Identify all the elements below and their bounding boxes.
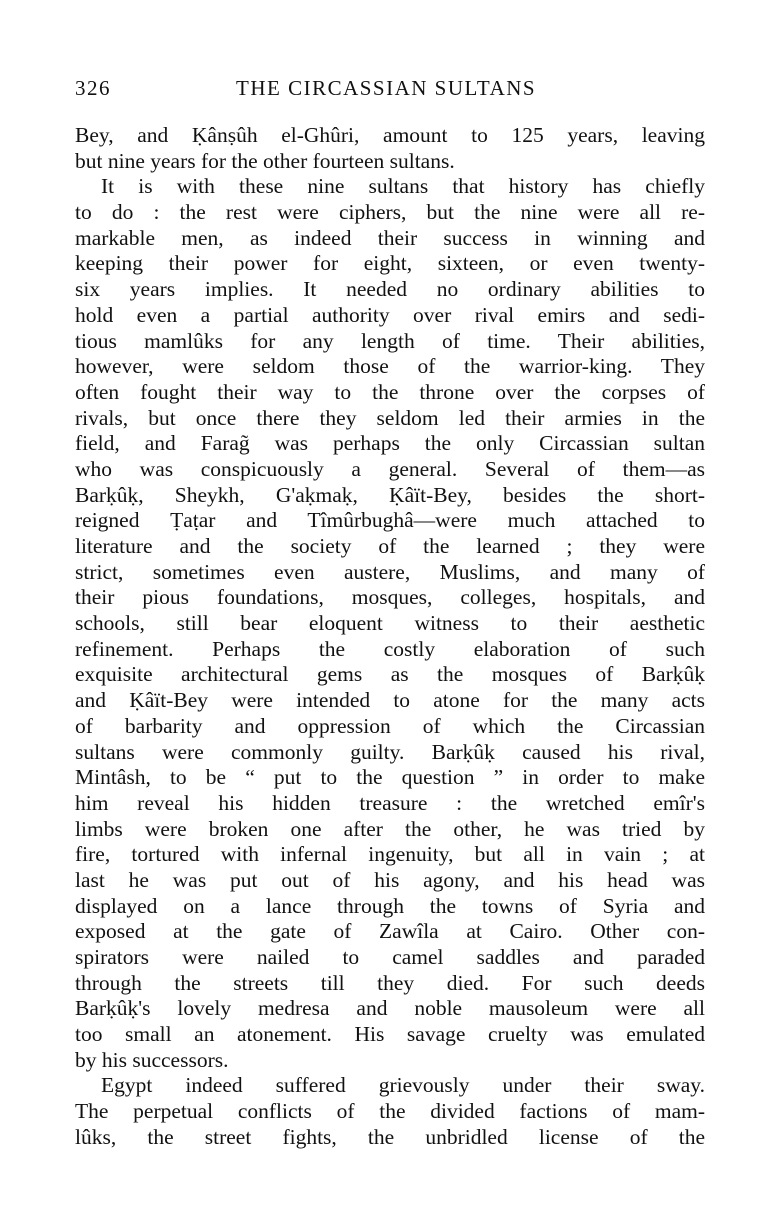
- text-line: rivals, but once there they seldom led their armies in the: [75, 405, 705, 430]
- text-line: displayed on a lance through the towns of Syria and: [75, 893, 705, 918]
- running-head: [75, 76, 705, 106]
- text-line: often fought their way to the throne over the corpses of: [75, 379, 705, 404]
- text-line: fire, tortured with infernal ingenuity, but all in vain ; at: [75, 842, 705, 867]
- text-line: Mintâsh, to be “ put to the question ” in order to make: [75, 765, 705, 790]
- text-line: refinement. Perhaps the costly elaboration of such: [75, 636, 705, 661]
- running-title: THE CIRCASSIAN SULTANS: [236, 76, 537, 100]
- text-line: through the streets till they died. For such deeds: [75, 970, 705, 995]
- text-line: strict, sometimes even austere, Muslims, and many of: [75, 559, 705, 584]
- text-line: literature and the society of the learned ; they were: [75, 534, 705, 558]
- text-line: The perpetual conflicts of the divided factions of mam-: [75, 1099, 705, 1124]
- text-line: exposed at the gate of Zawîla at Cairo. Other con-: [75, 919, 705, 944]
- text-line: last he was put out of his agony, and his head was: [75, 867, 705, 892]
- text-line: Barḳûḳ, Sheykh, G'aḳmaḳ, Ḳâït-Bey, besides the short-: [75, 482, 705, 507]
- text-line: It is with these nine sultans that history has chiefly: [101, 174, 705, 199]
- text-line: who was conspicuously a general. Several of them—as: [75, 456, 705, 481]
- body-text: [75, 123, 705, 1151]
- text-line: by his successors.: [75, 1047, 229, 1072]
- text-line: however, were seldom those of the warrior-king. They: [75, 354, 705, 379]
- text-line: to do : the rest were ciphers, but the nine were all re-: [75, 200, 705, 225]
- text-line: sultans were commonly guilty. Barḳûḳ caused his rival,: [75, 739, 705, 764]
- text-line: markable men, as indeed their success in winning and: [75, 225, 705, 250]
- text-line: Egypt indeed suffered grievously under their sway.: [101, 1073, 705, 1098]
- text-line: reigned Ṭaṭar and Tîmûrbughâ—were much attached to: [75, 508, 705, 533]
- text-line: Barḳûḳ's lovely medresa and noble mausoleum were all: [75, 996, 705, 1021]
- page-number: 326: [75, 76, 111, 100]
- text-line: their pious foundations, mosques, colleges, hospitals, and: [75, 585, 705, 610]
- text-line: schools, still bear eloquent witness to their aesthetic: [75, 611, 705, 636]
- text-line: Bey, and Ḳânṣûh el-Ghûri, amount to 125 years, leaving: [75, 123, 705, 147]
- text-line: but nine years for the other fourteen sultans.: [75, 148, 455, 173]
- text-line: exquisite architectural gems as the mosques of Barḳûḳ: [75, 662, 705, 687]
- text-line: keeping their power for eight, sixteen, or even twenty-: [75, 251, 705, 276]
- text-line: tious mamlûks for any length of time. Their abilities,: [75, 328, 705, 353]
- text-line: lûks, the street fights, the unbridled license of the: [75, 1124, 705, 1149]
- text-line: hold even a partial authority over rival emirs and sedi-: [75, 302, 705, 327]
- text-line: limbs were broken one after the other, he was tried by: [75, 816, 705, 841]
- text-line: him reveal his hidden treasure : the wretched emîr's: [75, 790, 705, 815]
- text-line: field, and Farag̃ was perhaps the only Circassian sultan: [75, 431, 705, 456]
- text-line: of barbarity and oppression of which the Circassian: [75, 713, 705, 738]
- text-line: six years implies. It needed no ordinary abilities to: [75, 277, 705, 302]
- text-line: too small an atonement. His savage cruelty was emulated: [75, 1022, 705, 1047]
- text-line: and Ḳâït-Bey were intended to atone for the many acts: [75, 688, 705, 713]
- text-line: spirators were nailed to camel saddles and paraded: [75, 945, 705, 969]
